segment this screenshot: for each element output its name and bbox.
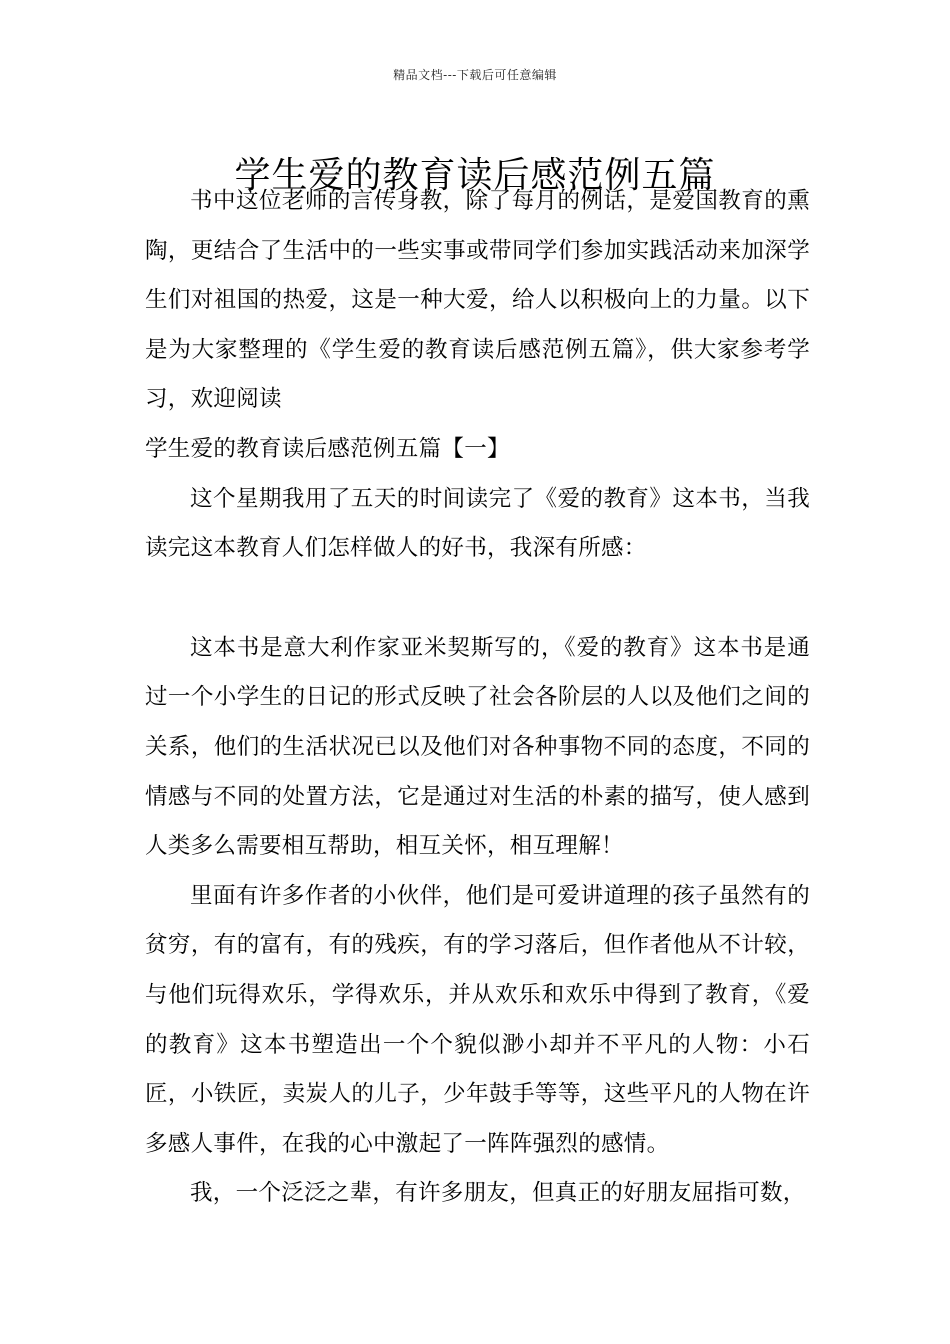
intro-paragraph: 书中这位老师的言传身教，除了每月的例话，是爱国教育的熏陶，更结合了生活中的一些实事或带同学们参加实践活动来加深学生们对祖国的热爱，这是一种大爱，给人以积极向上的力量。以下是为大家整理的《学生爱的教育读后感范例五篇》，供大家参考学习，欢迎阅读 xyxy=(145,188,810,413)
section-heading: 学生爱的教育读后感范例五篇【一】 xyxy=(145,435,510,462)
blank-line xyxy=(145,574,810,624)
document-title: 学生爱的教育读后感范例五篇 xyxy=(234,155,716,197)
paragraph-2: 这本书是意大利作家亚米契斯写的，《爱的教育》这本书是通过一个小学生的日记的形式反映了社会各阶层的人以及他们之间的关系，他们的生活状况已以及他们对各种事物不同的态度，不同的情感与不同的处置方法，它是通过对生活的朴素的描写，使人感到人类多么需要相互帮助，相互关怀，相互理解！ xyxy=(145,634,810,860)
header-note: 精品文档---下载后可任意编辑 xyxy=(393,68,557,82)
document-body xyxy=(145,177,810,1219)
paragraph-1: 这个星期我用了五天的时间读完了《爱的教育》这本书，当我读完这本教育人们怎样做人的好书，我深有所感： xyxy=(145,485,810,562)
paragraph-3: 里面有许多作者的小伙伴，他们是可爱讲道理的孩子虽然有的贫穷，有的富有，有的残疾，有的学习落后，但作者他从不计较，与他们玩得欢乐，学得欢乐，并从欢乐和欢乐中得到了教育，《爱的教育》这本书塑造出一个个貌似渺小却并不平凡的人物：小石匠，小铁匠，卖炭人的儿子，少年鼓手等等，这些平凡的人物在许多感人事件，在我的心中激起了一阵阵强烈的感情。 xyxy=(145,882,810,1157)
paragraph-4: 我，一个泛泛之辈，有许多朋友，但真正的好朋友屈指可数， xyxy=(190,1180,806,1207)
